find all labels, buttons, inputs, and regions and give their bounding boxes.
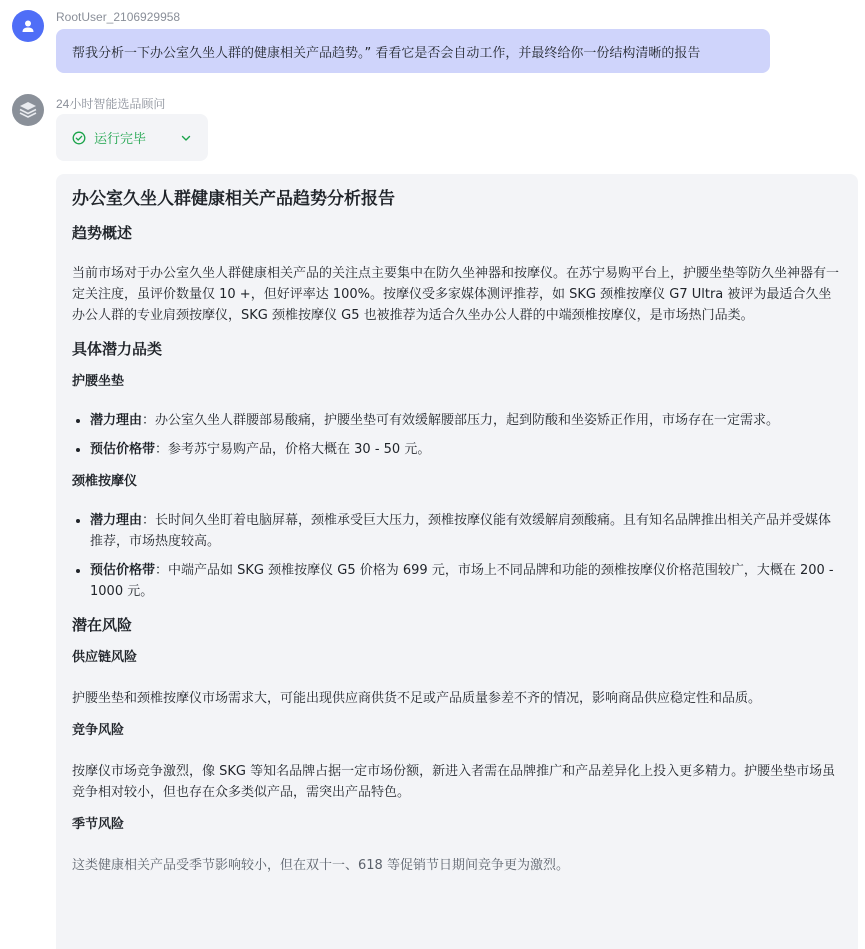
user-sender-name: RootUser_2106929958 <box>56 10 181 24</box>
risk-name: 竞争风险 <box>72 723 125 738</box>
report-card <box>56 174 858 949</box>
risk-text: 这类健康相关产品受季节影响较小，但在双十一、618 等促销节日期间竞争更为激烈。 <box>72 858 569 873</box>
risk-name: 供应链风险 <box>72 650 138 665</box>
list-item <box>90 560 842 602</box>
risk-text: 护腰坐垫和颈椎按摩仪市场需求大，可能出现供应商供货不足或产品质量参差不齐的情况，影响商品供应稳定性和品质。 <box>72 691 762 706</box>
report-title: 办公室久坐人群健康相关产品趋势分析报告 <box>72 189 395 209</box>
user-message-bubble: 帮我分析一下办公室久坐人群的健康相关产品趋势。” 看看它是否会自动工作，并最终给你一份结构清晰的报告 <box>56 29 770 73</box>
layers-icon <box>18 100 38 120</box>
list-item <box>90 510 842 552</box>
user-avatar <box>12 10 44 42</box>
item-text: ：中端产品如 SKG 颈椎按摩仪 G5 价格为 699 元，市场上不同品牌和功能的颈椎按摩仪价格范围较广，大概在 200 - 1000 元。 <box>90 563 834 599</box>
check-circle-icon <box>72 131 86 145</box>
item-text: ：长时间久坐盯着电脑屏幕，颈椎承受巨大压力，颈椎按摩仪能有效缓解肩颈酸痛。且有知名品牌推出相关产品并受媒体推荐，市场热度较高。 <box>90 513 832 549</box>
item-label: 预估价格带 <box>90 442 156 457</box>
item-text: ：参考苏宁易购产品，价格大概在 30 - 50 元。 <box>155 442 431 457</box>
categories-heading: 具体潜力品类 <box>72 340 163 358</box>
overview-text: 当前市场对于办公室久坐人群健康相关产品的关注点主要集中在防久坐神器和按摩仪。在苏宁易购平台上，护腰坐垫等防久坐神器有一定关注度，虽评价数量仅 10 +，但好评率达 100%。按摩仪受多家媒体测评推荐，如 SKG 颈椎按摩仪 G7 Ultra 被评为最适合久坐办公人群的专业肩颈按摩仪，SKG 颈椎按摩仪 G5 也被推荐为适合久坐办公人群的中端颈椎按摩仪，是市场热门品类。 <box>72 266 840 323</box>
category-name: 护腰坐垫 <box>72 374 125 389</box>
category-name: 颈椎按摩仪 <box>72 474 138 489</box>
risk-name: 季节风险 <box>72 817 125 832</box>
overview-heading: 趋势概述 <box>72 224 133 242</box>
category-list <box>72 510 842 602</box>
bot-avatar <box>12 94 44 126</box>
run-status-label: 运行完毕 <box>94 132 147 147</box>
item-label: 预估价格带 <box>90 563 156 578</box>
item-label: 潜力理由 <box>90 413 143 428</box>
bot-sender-name: 24小时智能选品顾问 <box>56 97 166 111</box>
risk-text: 按摩仪市场竞争激烈，像 SKG 等知名品牌占据一定市场份额，新进入者需在品牌推广和产品差异化上投入更多精力。护腰坐垫市场虽竞争相对较小，但也存在众多类似产品，需突出产品特色。 <box>72 764 836 800</box>
list-item <box>90 410 842 431</box>
chevron-down-icon[interactable] <box>180 132 192 144</box>
run-status-toggle[interactable] <box>56 114 208 161</box>
category-list <box>72 410 842 460</box>
list-item <box>90 439 842 460</box>
person-icon <box>20 18 36 34</box>
item-label: 潜力理由 <box>90 513 143 528</box>
risks-heading: 潜在风险 <box>72 616 133 634</box>
item-text: ：办公室久坐人群腰部易酸痛，护腰坐垫可有效缓解腰部压力，起到防酸和坐姿矫正作用，市场存在一定需求。 <box>142 413 780 428</box>
